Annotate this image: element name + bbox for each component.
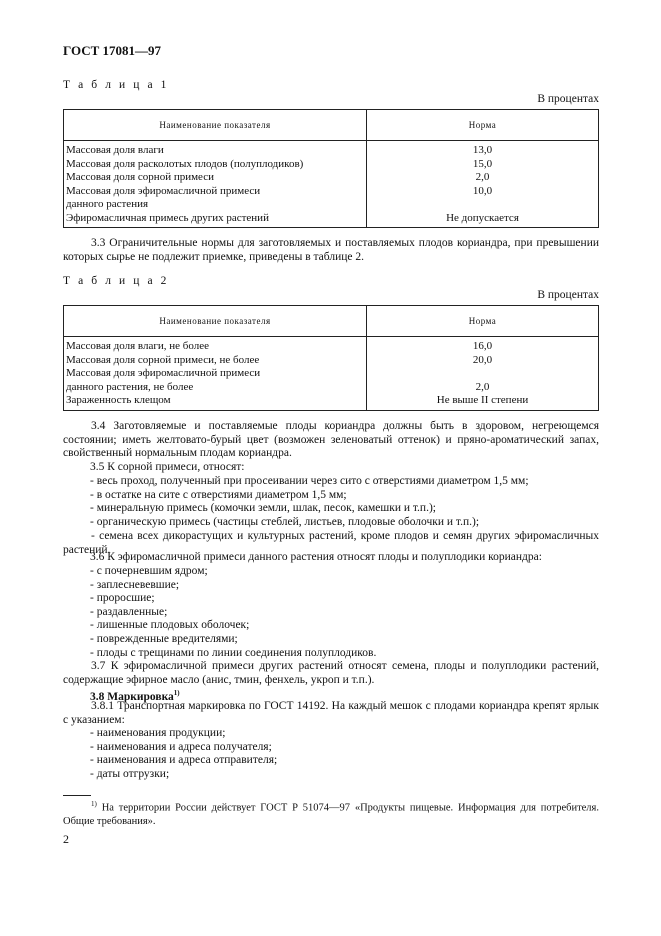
document-code: ГОСТ 17081—97	[63, 43, 162, 58]
table1-caption: Т а б л и ц а 1	[63, 79, 170, 91]
paragraph-3-5: 3.5 К сорной примеси, относят:	[90, 461, 245, 473]
table1-unit: В процентах	[537, 93, 599, 105]
list-item: - с почерневшим ядром;	[90, 565, 208, 577]
list-item: - наименования и адреса отправителя;	[90, 754, 278, 767]
list-item: - минеральную примесь (комочки земли, шлак, песок, камешки и т.п.);	[90, 502, 436, 515]
table-row	[64, 141, 599, 158]
list-item: - наименования продукции;	[90, 727, 226, 739]
footnote	[63, 798, 599, 828]
list-item: - заплесневевшие;	[90, 578, 180, 591]
list-3-5	[90, 475, 529, 529]
list-3-5-last: - семена всех дикорастущих и культурных растений, кроме плодов и семян других эфиромасличных растений.	[63, 530, 599, 556]
row-value: 13,0	[472, 144, 493, 156]
row-name: Массовая доля сорной примеси, не более	[64, 354, 367, 368]
footnote-divider	[63, 795, 91, 796]
paragraph-3-3: 3.3 Ограничительные нормы для заготовляемых и поставляемых плодов кориандра, при превышении которых сырье не подлежит приемке, приведены в таблице 2.	[63, 237, 599, 263]
list-item: - плоды с трещинами по линии соединения полуплодиков.	[90, 646, 377, 659]
row-value: 10,0	[472, 184, 493, 197]
table2-unit: В процентах	[537, 289, 599, 301]
table2-header-name: Наименование показателя	[64, 306, 367, 337]
row-name: Зараженность клещом	[64, 394, 367, 410]
row-value: 2,0	[475, 380, 490, 393]
table-row	[64, 158, 599, 172]
table-row	[64, 381, 599, 395]
row-value: Не выше II степени	[436, 394, 529, 406]
list-item: - наименования и адреса получателя;	[90, 740, 272, 753]
list-item: - поврежденные вредителями;	[90, 632, 238, 645]
paragraph-3-6: 3.6 К эфиромасличной примеси данного растения относят плоды и полуплодики кориандра:	[90, 551, 542, 563]
table-row	[64, 337, 599, 354]
row-name: данного растения, не более	[64, 381, 367, 395]
page-number: 2	[63, 832, 69, 846]
footnote-mark: 1)	[91, 800, 97, 808]
table-row	[64, 367, 599, 381]
table-row	[64, 198, 599, 212]
table2	[63, 305, 599, 411]
paragraph-3-4: 3.4 Заготовляемые и поставляемые плоды кориандра должны быть в здоровом, негреющемся состоянии; иметь желтовато-бурый цвет (возможен зеленоватый оттенок) и пряно-ароматический запах, свойственный нормальным плодам кориандра.	[63, 420, 599, 460]
paragraph-3-8-1: 3.8.1 Транспортная маркировка по ГОСТ 14192. На каждый мешок с плодами кориандра крепят ярлык с указанием:	[63, 700, 599, 726]
table-row	[64, 354, 599, 368]
row-value: 15,0	[472, 157, 493, 170]
list-item: - раздавленные;	[90, 605, 168, 618]
table-row	[64, 394, 599, 410]
table2-header-value: Норма	[367, 306, 599, 337]
row-name: Массовая доля эфиромасличной примеси	[64, 367, 367, 381]
row-name: Массовая доля расколотых плодов (полуплодиков)	[64, 158, 367, 172]
table-row	[64, 212, 599, 228]
footnote-text: На территории России действует ГОСТ Р 51074—97 «Продукты пищевые. Информация для потребителя. Общие требования».	[63, 802, 600, 827]
list-item: - в остатке на сите с отверстиями диаметром 1,5 мм;	[90, 488, 347, 501]
table1-header-name: Наименование показателя	[64, 110, 367, 141]
table2-caption: Т а б л и ц а 2	[63, 275, 170, 287]
row-name: Массовая доля влаги	[64, 141, 367, 158]
list-item: - даты отгрузки;	[90, 767, 170, 780]
list-item: - проросшие;	[90, 592, 155, 605]
paragraph-3-7: 3.7 К эфиромасличной примеси других растений относят семена, плоды и полуплодики растений, содержащие эфирное масло (анис, тмин, фенхель, укроп и т.п.).	[63, 660, 599, 686]
table1-header-value: Норма	[367, 110, 599, 141]
list-item: - органическую примесь (частицы стеблей, листьев, плодовые оболочки и т.п.);	[90, 515, 480, 528]
row-name: данного растения	[64, 198, 367, 212]
list-3-6	[90, 565, 376, 660]
list-item: - лишенные плодовых оболочек;	[90, 619, 250, 632]
row-value	[367, 198, 599, 212]
row-value: 20,0	[472, 353, 493, 366]
row-name: Массовая доля сорной примеси	[64, 171, 367, 185]
footnote-ref: 1)	[173, 689, 180, 697]
list-3-8	[90, 727, 277, 781]
row-value: 16,0	[472, 340, 493, 352]
row-name: Массовая доля эфиромасличной примеси	[64, 185, 367, 199]
section-3-8-title-text: 3.8 Маркировка	[90, 690, 174, 703]
row-value	[367, 367, 599, 381]
row-name: Массовая доля влаги, не более	[64, 337, 367, 354]
row-name: Эфиромасличная примесь других растений	[64, 212, 367, 228]
table-row	[64, 185, 599, 199]
table1	[63, 109, 599, 228]
row-value: 2,0	[475, 171, 490, 183]
table-row	[64, 171, 599, 185]
row-value: Не допускается	[446, 211, 519, 224]
list-item: - весь проход, полученный при просеивании через сито с отверстиями диаметром 1,5 мм;	[90, 475, 529, 487]
